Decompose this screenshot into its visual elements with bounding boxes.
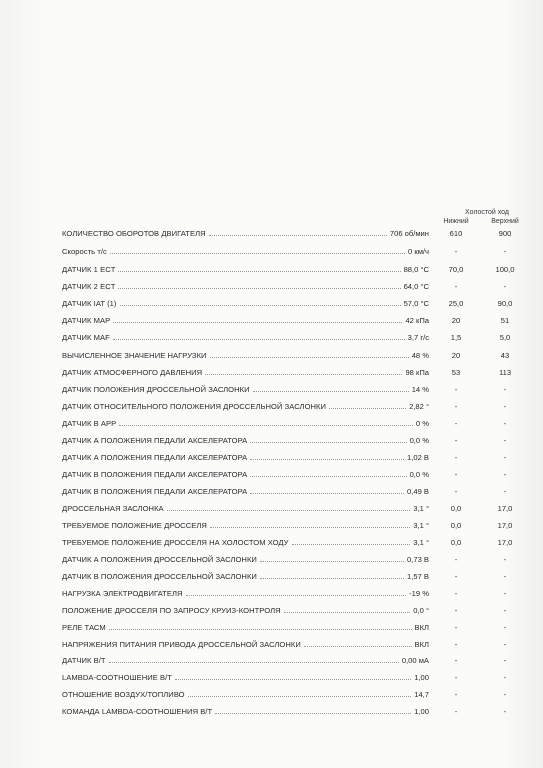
dotted-leader (210, 527, 410, 528)
dotted-leader (250, 459, 404, 460)
parameter-label: LAMBDA-СООТНОШЕНИЕ В/Т (62, 673, 172, 682)
idle-low-limit: - (454, 589, 458, 598)
idle-high-limit: - (503, 470, 507, 479)
table-row (62, 588, 527, 600)
table-row (62, 554, 527, 566)
idle-low-limit: - (454, 623, 458, 632)
parameter-value: 14 % (411, 385, 429, 394)
parameter-label: ДАТЧИК А ПОЛОЖЕНИЯ ПЕДАЛИ АКСЕЛЕРАТОРА (62, 453, 248, 462)
dotted-leader (215, 713, 411, 714)
table-row (62, 384, 527, 396)
idle-low-limit: 20 (451, 351, 461, 360)
parameter-label: ДАТЧИК А ПОЛОЖЕНИЯ ДРОССЕЛЬНОЙ ЗАСЛОНКИ (62, 555, 257, 564)
parameter-label: ТРЕБУЕМОЕ ПОЛОЖЕНИЕ ДРОССЕЛЯ НА ХОЛОСТОМ ХОДУ (62, 538, 289, 547)
dotted-leader (186, 595, 407, 596)
parameter-label: ДРОССЕЛЬНАЯ ЗАСЛОНКА (62, 504, 164, 513)
idle-low-limit: - (454, 656, 458, 665)
idle-high-limit: - (503, 402, 507, 411)
idle-high-limit: - (503, 640, 507, 649)
parameter-label: ДАТЧИК МАР (62, 316, 111, 325)
table-row (62, 689, 527, 701)
parameter-value: 57,0 °C (403, 299, 429, 308)
table-row (62, 435, 527, 447)
parameter-label: КОМАНДА LAMBDA-СООТНОШЕНИЯ В/Т (62, 707, 213, 716)
parameter-label: ДАТЧИК В/Т (62, 656, 106, 665)
idle-high-limit: - (503, 673, 507, 682)
dotted-leader (284, 612, 411, 613)
idle-high-limit: - (503, 656, 507, 665)
table-row (62, 228, 527, 240)
parameter-label: ДАТЧИК В ПОЛОЖЕНИЯ ПЕДАЛИ АКСЕЛЕРАТОРА (62, 487, 248, 496)
dotted-leader (205, 374, 402, 375)
dotted-leader (120, 305, 401, 306)
parameter-value: ВКЛ (414, 623, 429, 632)
parameter-value: 1,57 В (407, 572, 429, 581)
low-column-label: Нижний (443, 218, 469, 225)
parameter-value: 48 % (411, 351, 429, 360)
dotted-leader (209, 235, 387, 236)
table-row (62, 246, 527, 258)
idle-high-limit: 113 (498, 368, 512, 377)
dotted-leader (118, 271, 400, 272)
parameter-label: ДАТЧИК IAT (1) (62, 299, 117, 308)
parameter-value: 42 кПа (405, 316, 429, 325)
parameter-label: ДАТЧИК 1 ECT (62, 265, 116, 274)
idle-low-limit: - (454, 385, 458, 394)
parameter-value: 3,1 ° (413, 504, 429, 513)
parameter-label: ДАТЧИК АТМОСФЕРНОГО ДАВЛЕНИЯ (62, 368, 203, 377)
idle-high-limit: 17,0 (497, 538, 513, 547)
parameter-label: ОТНОШЕНИЕ ВОЗДУХ/ТОПЛИВО (62, 690, 185, 699)
idle-high-limit: - (503, 419, 507, 428)
idle-low-limit: - (454, 690, 458, 699)
parameter-value: 0,73 В (407, 555, 429, 564)
table-row (62, 655, 527, 667)
idle-low-limit: - (454, 640, 458, 649)
parameter-value: -19 % (409, 589, 429, 598)
idle-high-limit: - (503, 572, 507, 581)
idle-low-limit: 20 (451, 316, 461, 325)
parameter-value: 64,0 °C (403, 282, 429, 291)
table-row (62, 503, 527, 515)
parameter-value: 0,0 % (409, 436, 429, 445)
parameter-value: 0,00 мА (401, 656, 429, 665)
idle-low-limit: - (454, 572, 458, 581)
parameter-value: 88,0 °C (403, 265, 429, 274)
idle-high-limit: - (503, 487, 507, 496)
dotted-leader (210, 357, 409, 358)
high-column-label: Верхний (491, 218, 519, 225)
table-row (62, 486, 527, 498)
idle-low-limit: - (454, 673, 458, 682)
dotted-leader (110, 253, 405, 254)
parameter-value: 0 км/ч (408, 247, 429, 256)
parameter-label: ПОЛОЖЕНИЕ ДРОССЕЛЯ ПО ЗАПРОСУ КРУИЗ-КОНТРОЛЯ (62, 606, 281, 615)
table-row (62, 418, 527, 430)
idle-high-limit: 17,0 (497, 504, 513, 513)
dotted-leader (175, 679, 411, 680)
dotted-leader (260, 578, 404, 579)
dotted-leader (250, 493, 404, 494)
idle-high-limit: - (503, 555, 507, 564)
table-row (62, 605, 527, 617)
table-row (62, 298, 527, 310)
parameter-value: 1,00 (414, 707, 429, 716)
dotted-leader (109, 629, 412, 630)
parameter-label: ДАТЧИК В ПОЛОЖЕНИЯ ДРОССЕЛЬНОЙ ЗАСЛОНКИ (62, 572, 257, 581)
parameter-label: ВЫЧИСЛЕННОЕ ЗНАЧЕНИЕ НАГРУЗКИ (62, 351, 207, 360)
parameter-label: НАПРЯЖЕНИЯ ПИТАНИЯ ПРИВОДА ДРОССЕЛЬНОЙ ЗАСЛОНКИ (62, 640, 301, 649)
idle-low-limit: - (454, 707, 458, 716)
parameter-value: 0,49 В (407, 487, 429, 496)
parameter-label: ДАТЧИК В ПОЛОЖЕНИЯ ПЕДАЛИ АКСЕЛЕРАТОРА (62, 470, 248, 479)
table-row (62, 537, 527, 549)
idle-high-limit: 43 (500, 351, 510, 360)
parameter-value: 1,02 В (407, 453, 429, 462)
idle-high-limit: 17,0 (497, 521, 513, 530)
parameter-label: ДАТЧИК MAF (62, 333, 110, 342)
dotted-leader (253, 391, 409, 392)
parameter-label: ДАТЧИК ПОЛОЖЕНИЯ ДРОССЕЛЬНОЙ ЗАСЛОНКИ (62, 385, 250, 394)
parameter-label: ДАТЧИК 2 ECT (62, 282, 116, 291)
table-row (62, 571, 527, 583)
parameter-label: Скорость т/с (62, 247, 107, 256)
idle-high-limit: - (503, 247, 507, 256)
table-row (62, 350, 527, 362)
parameter-value: 98 кПа (405, 368, 429, 377)
table-row (62, 469, 527, 481)
idle-low-limit: - (454, 606, 458, 615)
dotted-leader (109, 662, 399, 663)
dotted-leader (113, 322, 402, 323)
idle-high-limit: - (503, 282, 507, 291)
dotted-leader (250, 442, 406, 443)
table-row (62, 401, 527, 413)
dotted-leader (329, 408, 406, 409)
table-row (62, 281, 527, 293)
parameter-value: 0,0 ° (413, 606, 429, 615)
parameter-value: 1,00 (414, 673, 429, 682)
dotted-leader (250, 476, 406, 477)
idle-low-limit: 53 (451, 368, 461, 377)
idle-low-limit: 0,0 (450, 521, 462, 530)
idle-low-limit: - (454, 470, 458, 479)
idle-high-limit: - (503, 453, 507, 462)
dotted-leader (167, 510, 411, 511)
table-row (62, 315, 527, 327)
idle-high-limit: - (503, 589, 507, 598)
idle-column-title: Холостой ход (464, 209, 509, 216)
idle-high-limit: 90,0 (497, 299, 513, 308)
idle-low-limit: 70,0 (448, 265, 464, 274)
idle-low-limit: 1,5 (450, 333, 462, 342)
idle-low-limit: - (454, 453, 458, 462)
parameter-value: 706 об/мин (389, 229, 429, 238)
idle-high-limit: - (503, 690, 507, 699)
table-row (62, 622, 527, 634)
dotted-leader (292, 544, 411, 545)
table-row (62, 520, 527, 532)
dotted-leader (119, 425, 413, 426)
parameter-label: ДАТЧИК В АРР (62, 419, 117, 428)
parameter-value: 3,1 ° (413, 521, 429, 530)
table-row (62, 332, 527, 344)
parameter-value: 0,0 % (409, 470, 429, 479)
idle-high-limit: 51 (500, 316, 510, 325)
idle-high-limit: - (503, 606, 507, 615)
idle-low-limit: 25,0 (448, 299, 464, 308)
idle-low-limit: - (454, 419, 458, 428)
parameter-value: ВКЛ (414, 640, 429, 649)
parameter-value: 3,7 г/с (407, 333, 429, 342)
dotted-leader (113, 339, 405, 340)
idle-low-limit: - (454, 247, 458, 256)
table-row (62, 706, 527, 718)
idle-high-limit: 100,0 (495, 265, 515, 274)
parameter-label: ДАТЧИК ОТНОСИТЕЛЬНОГО ПОЛОЖЕНИЯ ДРОССЕЛЬНОЙ ЗАСЛОНКИ (62, 402, 327, 411)
idle-low-limit: 0,0 (450, 504, 462, 513)
table-row (62, 367, 527, 379)
parameter-label: РЕЛЕ ТАСМ (62, 623, 106, 632)
idle-high-limit: - (503, 385, 507, 394)
idle-low-limit: 0,0 (450, 538, 462, 547)
idle-low-limit: - (454, 282, 458, 291)
parameter-value: 0 % (415, 419, 429, 428)
idle-low-limit: - (454, 402, 458, 411)
parameter-label: ДАТЧИК А ПОЛОЖЕНИЯ ПЕДАЛИ АКСЕЛЕРАТОРА (62, 436, 248, 445)
dotted-leader (188, 696, 412, 697)
parameter-label: НАГРУЗКА ЭЛЕКТРОДВИГАТЕЛЯ (62, 589, 183, 598)
idle-high-limit: 5,0 (499, 333, 511, 342)
table-row (62, 639, 527, 651)
table-row (62, 264, 527, 276)
parameter-label: КОЛИЧЕСТВО ОБОРОТОВ ДВИГАТЕЛЯ (62, 229, 206, 238)
idle-low-limit: - (454, 487, 458, 496)
idle-low-limit: 610 (449, 229, 463, 238)
parameter-value: 2,82 ° (409, 402, 429, 411)
dotted-leader (260, 561, 404, 562)
parameter-value: 3,1 ° (413, 538, 429, 547)
idle-high-limit: - (503, 707, 507, 716)
idle-high-limit: - (503, 436, 507, 445)
idle-high-limit: - (503, 623, 507, 632)
parameter-label: ТРЕБУЕМОЕ ПОЛОЖЕНИЕ ДРОССЕЛЯ (62, 521, 207, 530)
idle-low-limit: - (454, 555, 458, 564)
idle-low-limit: - (454, 436, 458, 445)
dotted-leader (304, 646, 412, 647)
parameter-value: 14,7 (414, 690, 429, 699)
table-row (62, 672, 527, 684)
dotted-leader (118, 288, 400, 289)
idle-high-limit: 900 (498, 229, 512, 238)
table-row (62, 452, 527, 464)
